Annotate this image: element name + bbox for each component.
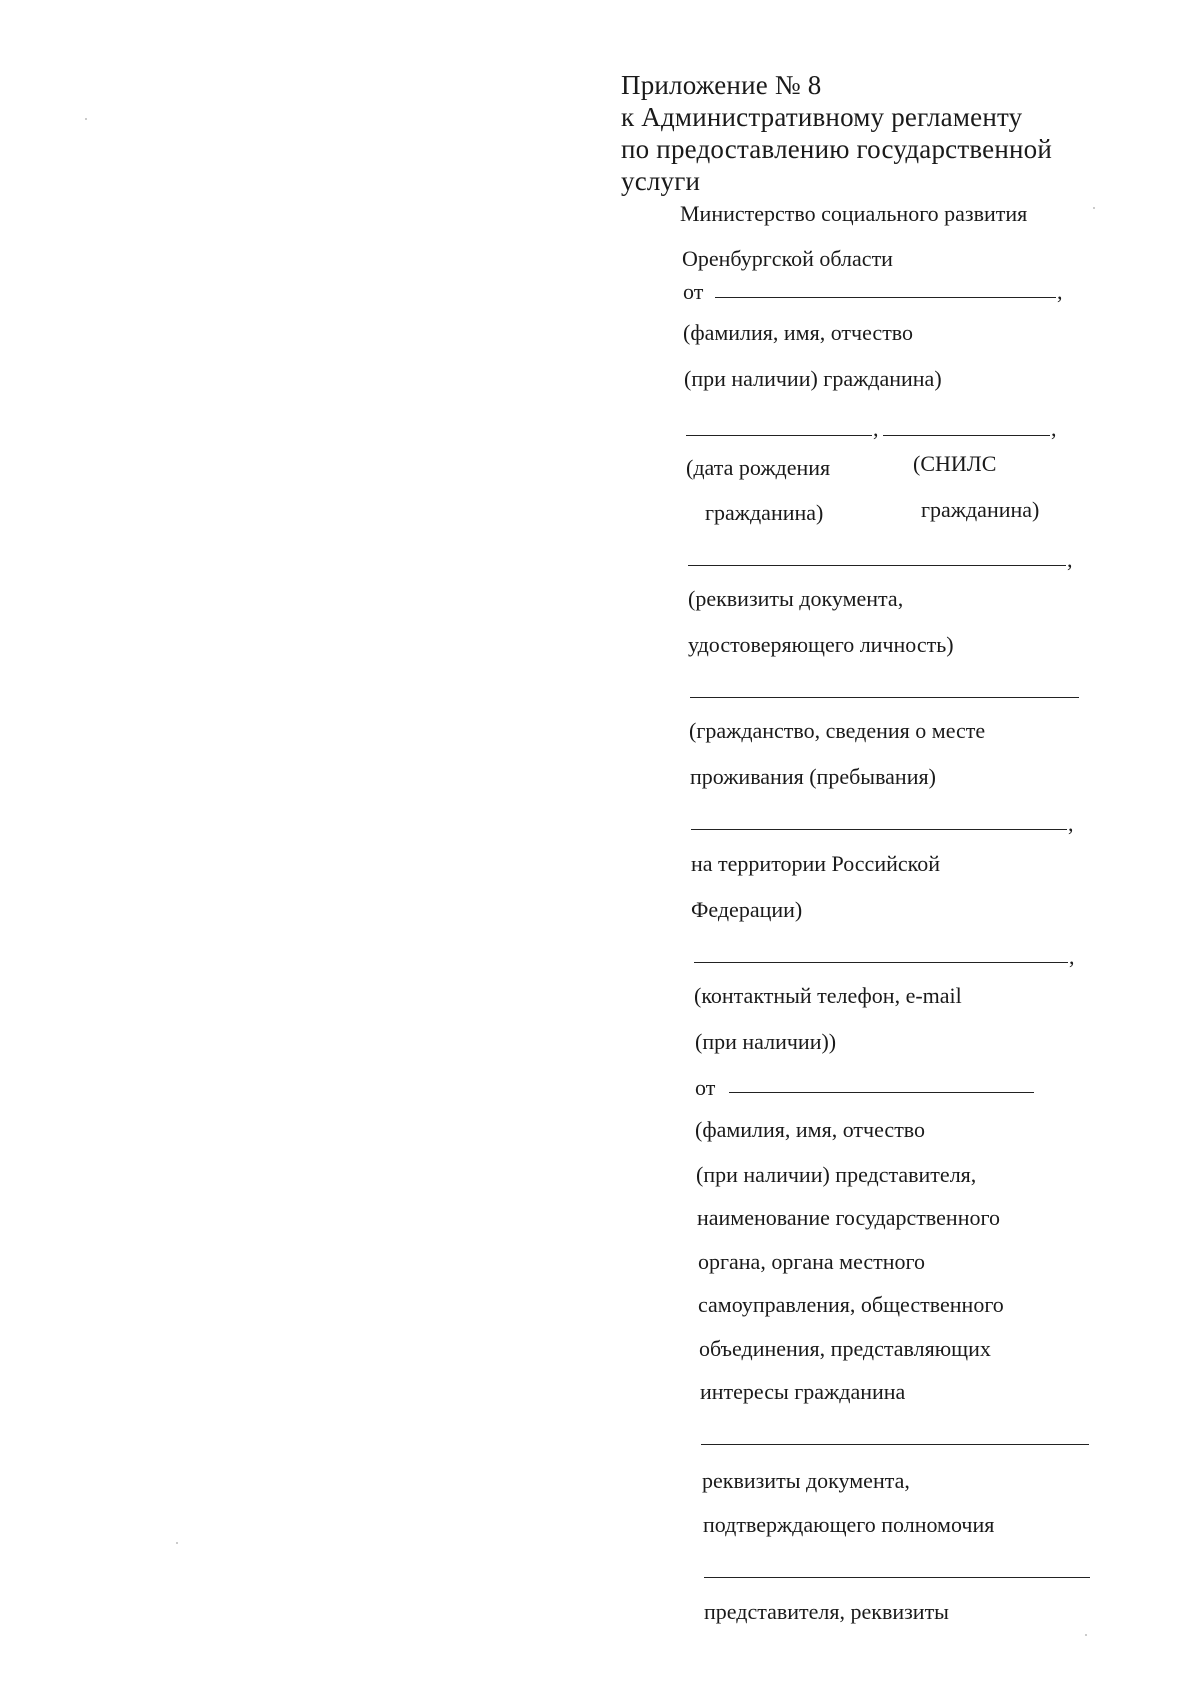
territory-caption-1: на территории Российской	[691, 851, 940, 876]
appendix-reference-line-3: услуги	[621, 166, 701, 196]
snils-field	[883, 435, 1050, 436]
comma-mark: ,	[1069, 944, 1075, 969]
snils-caption-1: (СНИЛС	[913, 451, 997, 476]
scan-speck	[85, 118, 87, 120]
id-document-caption-2: удостоверяющего личность)	[688, 632, 954, 657]
representative-name-field	[729, 1092, 1034, 1093]
scan-speck	[176, 1542, 178, 1544]
comma-mark: ,	[1051, 416, 1057, 441]
appendix-number: Приложение № 8	[621, 70, 822, 100]
representative-caption-5: самоуправления, общественного	[698, 1292, 1004, 1317]
citizenship-caption-2: проживания (пребывания)	[690, 764, 936, 789]
comma-mark: ,	[873, 416, 879, 441]
scan-speck	[1093, 207, 1095, 209]
representative-details-caption: представителя, реквизиты	[704, 1599, 949, 1624]
id-document-caption-1: (реквизиты документа,	[688, 586, 904, 611]
citizenship-field	[690, 697, 1079, 698]
authority-document-caption-1: реквизиты документа,	[702, 1468, 910, 1493]
appendix-reference-line-1: к Административному регламенту	[621, 102, 1023, 132]
comma-mark: ,	[1057, 279, 1063, 304]
contact-caption-2: (при наличии))	[695, 1029, 837, 1054]
citizen-name-field	[715, 297, 1056, 298]
representative-caption-1: (фамилия, имя, отчество	[695, 1117, 926, 1142]
ministry-name-line-1: Министерство социального развития	[680, 201, 1028, 226]
representative-caption-6: объединения, представляющих	[699, 1336, 991, 1361]
authority-document-caption-2: подтверждающего полномочия	[703, 1512, 995, 1537]
from-label: от	[683, 279, 704, 304]
residence-field	[691, 829, 1067, 830]
comma-mark: ,	[1067, 547, 1073, 572]
contact-field	[694, 962, 1068, 963]
comma-mark: ,	[1068, 811, 1074, 836]
citizen-name-caption-1: (фамилия, имя, отчество	[683, 320, 914, 345]
representative-caption-4: органа, органа местного	[698, 1249, 926, 1274]
citizen-name-caption-2: (при наличии) гражданина)	[684, 366, 942, 391]
appendix-reference-line-2: по предоставлению государственной	[621, 134, 1052, 164]
birthdate-field	[686, 435, 872, 436]
representative-caption-3: наименование государственного	[697, 1205, 1000, 1230]
contact-caption-1: (контактный телефон, e-mail	[694, 983, 962, 1008]
scan-speck	[1085, 1634, 1087, 1636]
ministry-name-line-2: Оренбургской области	[682, 246, 893, 271]
representative-caption-2: (при наличии) представителя,	[696, 1162, 977, 1187]
authority-document-field	[701, 1444, 1089, 1445]
snils-caption-2: гражданина)	[921, 497, 1040, 522]
id-document-field	[688, 565, 1066, 566]
representative-caption-7: интересы гражданина	[700, 1379, 906, 1404]
birthdate-caption-2: гражданина)	[705, 500, 824, 525]
citizenship-caption-1: (гражданство, сведения о месте	[689, 718, 986, 743]
birthdate-caption-1: (дата рождения	[686, 455, 831, 480]
territory-caption-2: Федерации)	[691, 897, 803, 922]
representative-details-field	[704, 1577, 1090, 1578]
from-label-representative: от	[695, 1075, 716, 1100]
